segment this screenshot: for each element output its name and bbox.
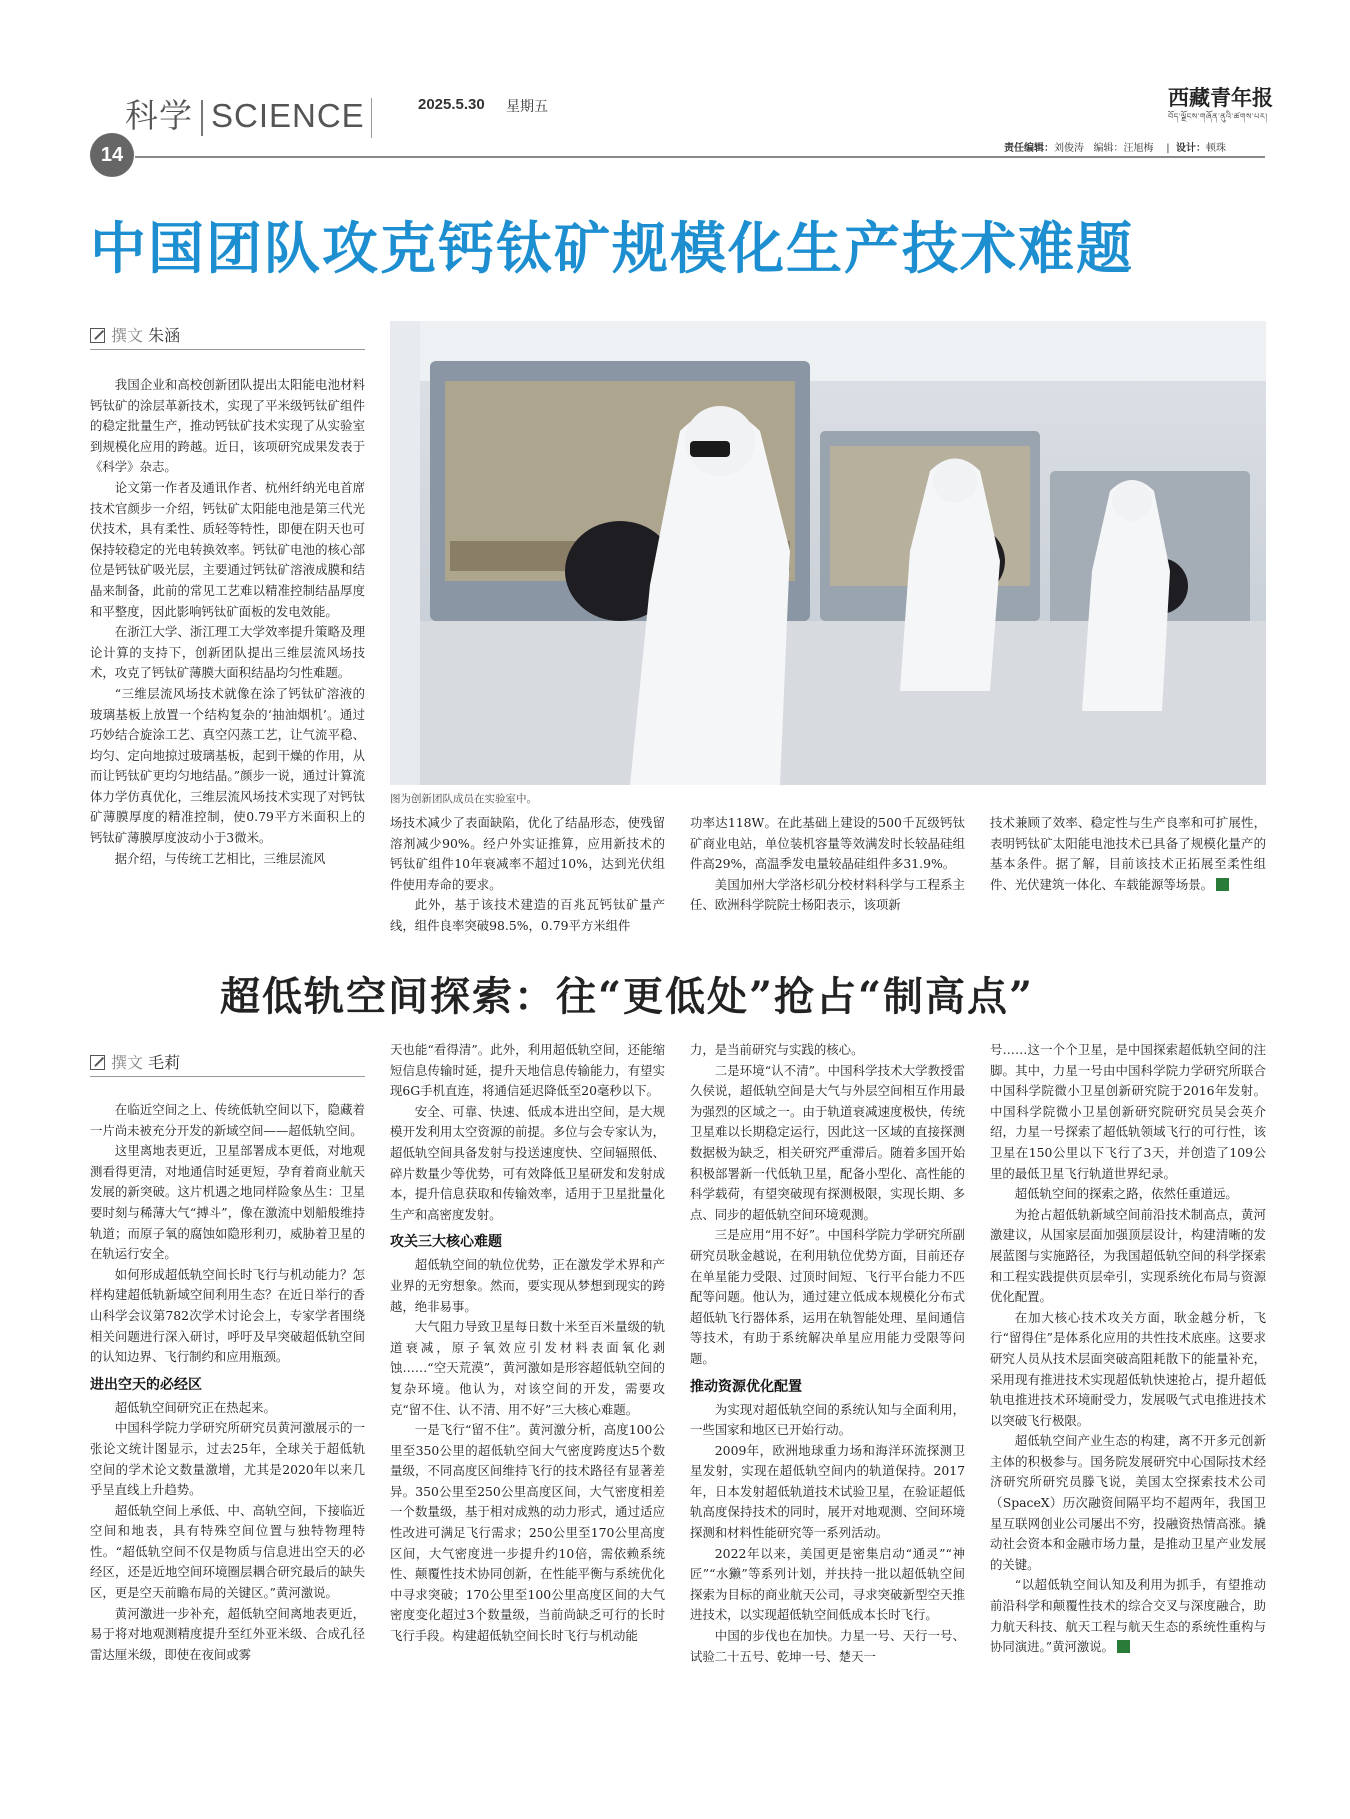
paragraph [990, 1575, 1266, 1657]
photo-caption: 图为创新团队成员在实验室中。 [390, 793, 537, 805]
byline-rule [90, 349, 365, 350]
article1-column-4 [990, 813, 1266, 895]
byline-label: 撰文 [111, 1053, 144, 1072]
paragraph-text: “以超低轨空间认知及利用为抓手，有望推动前沿科学和颠覆性技术的综合交叉与深度融合，助力航天科技、航天工程与航天生态的系统性重构与协同演进。”黄河激说。 [990, 1577, 1266, 1655]
article2-column-4 [990, 1040, 1266, 1658]
issue-date: 2025.5.30 [418, 96, 485, 113]
article1-column-1 [90, 375, 365, 869]
article2-headline: 超低轨空间探索：往“更低处”抢占“制高点” [220, 973, 1035, 1020]
masthead-tibetan: བོད་ལྗོངས་གཞོན་ནུའི་ཚགས་པར། [1168, 112, 1268, 121]
paragraph: 为实现对超低轨空间的系统认知与全面利用，一些国家和地区已开始行动。 [690, 1401, 965, 1438]
paragraph: 美国加州大学洛杉矶分校材料科学与工程系主任、欧洲科学院院士杨阳表示，该项新 [690, 876, 965, 913]
article2-column-2 [390, 1040, 665, 1647]
subheading: 攻关三大核心难题 [390, 1234, 502, 1251]
paragraph: 超低轨空间产业生态的构建，离不开多元创新主体的积极参与。国务院发展研究中心国际技术经济研究所研究员滕飞说，美国太空探索技术公司（SpaceX）历次融资间隔平均不超两年，我国卫星互联网创业公司屡出不穷，投融资热情高涨。撬动社会资本和金融市场力量，是推动卫星产业发展的关键。 [990, 1433, 1266, 1572]
paragraph: 力，是当前研究与实践的核心。 [690, 1042, 864, 1057]
subheading: 推动资源优化配置 [690, 1378, 802, 1395]
subheading: 进出空天的必经区 [90, 1376, 202, 1393]
paragraph: 中国科学院力学研究所研究员黄河激展示的一张论文统计图显示，过去25年，全球关于超低轨空间的学术论文数量激增，尤其是2020年以来几乎呈直线上升趋势。 [90, 1420, 365, 1498]
paragraph: 超低轨空间的轨位优势，正在激发学术界和产业界的无穷想象。然而，要实现从梦想到现实的跨越，绝非易事。 [390, 1257, 665, 1314]
paragraph: 超低轨空间研究正在热起来。 [114, 1399, 276, 1415]
editor-label: 责任编辑： [1004, 143, 1054, 154]
article2-byline [90, 1050, 180, 1073]
section-title-cn: 科学 [125, 96, 193, 135]
paragraph: 黄河激进一步补充，超低轨空间离地表更近，易于将对地观测精度提升至红外亚米级、合成孔径雷达厘米级，即使在夜间或雾 [90, 1605, 365, 1662]
article1-column-3 [690, 813, 965, 916]
designer-label: 设计： [1176, 143, 1206, 154]
editor-2: 汪旭梅 [1123, 143, 1154, 154]
paragraph: 超低轨空间上承低、中、高轨空间，下接临近空间和地表，具有特殊空间位置与独特物理特性。“超低轨空间不仅是物质与信息进出空天的必经区，还是近地空间环境圈层耦合研究最后的缺失区，更是空天前瞻布局的关键区。”黄河激说。 [90, 1502, 365, 1601]
end-mark-icon [1117, 1640, 1130, 1653]
lab-photo-illustration [390, 321, 1266, 785]
paragraph: 2022年以来，美国更是密集启动“通灵”“神匠”“水獭”等系列计划，并扶持一批以超低轨空间探索为目标的商业航天公司，寻求突破新型空天推进技术，以实现超低轨空间低成本长时飞行。 [690, 1545, 965, 1623]
paragraph: 场技术减少了表面缺陷，优化了结晶形态，使残留溶剂减少90%。经户外实证推算，应用新技术的钙钛矿组件10年衰减率不超过10%，达到光伏组件使用寿命的要求。 [390, 815, 665, 892]
paragraph: 我国企业和高校创新团队提出太阳能电池材料钙钛矿的涂层革新技术，实现了平米级钙钛矿组件的稳定批量生产，推动钙钛矿技术实现了从实验室到规模化应用的跨越。近日，该项研究成果发表于《科学》杂志。 [90, 377, 365, 475]
section-title-en: SCIENCE [211, 97, 365, 134]
article1-byline [90, 323, 180, 346]
editor-credits: 责任编辑：刘俊涛 编辑：汪旭梅 | 设计：顿珠 [1004, 143, 1226, 154]
paragraph: 号……这一个个卫星，是中国探索超低轨空间的注脚。其中，力星一号由中国科学院力学研究所联合中国科学院微小卫星创新研究院于2016年发射。中国科学院微小卫星创新研究院研究员吴会英介绍，力星一号探索了超低轨领域飞行的可行性，该卫星在150公里以下飞行了3天，并创造了109公里的最低卫星飞行轨道世界纪录。 [990, 1042, 1266, 1181]
author-name: 朱涵 [148, 326, 181, 345]
byline-rule [90, 1076, 365, 1077]
paragraph: 2009年，欧洲地球重力场和海洋环流探测卫星发射，实现在超低轨空间内的轨道保持。2017年，日本发射超低轨道技术试验卫星，在验证超低轨高度保持技术的同时，展开对地观测、空间环境探测和材料性能研究等一系列活动。 [690, 1442, 965, 1541]
paragraph: 如何形成超低轨空间长时飞行与机动能力？怎样构建超低轨新域空间利用生态？在近日举行的香山科学会议第782次学术讨论会上，专家学者围绕相关问题进行深入研讨，呼吁及早突破超低轨空间的认知边界、飞行制约和应用瓶颈。 [90, 1266, 365, 1365]
article2-column-3 [690, 1040, 965, 1667]
article1-column-2 [390, 813, 665, 937]
newspaper-masthead: 西藏青年报 [1168, 85, 1273, 110]
author-name: 毛莉 [148, 1053, 181, 1072]
section-header [125, 90, 372, 138]
paragraph: 二是环境“认不清”。中国科学技术大学教授雷久侯说，超低轨空间是大气与外层空间相互作用最为强烈的区域之一。由于轨道衰减速度极快，传统卫星难以长期稳定运行，因此这一区域的直接探测数据极为缺乏，相关研究严重滞后。随着多国开始积极部署新一代低轨卫星，配备小型化、高性能的科学载荷，有望突破现有探测极限，实现长期、多点、同步的超低轨空间环境观测。 [690, 1062, 965, 1222]
paragraph-text: 技术兼顾了效率、稳定性与生产良率和可扩展性，表明钙钛矿太阳能电池技术已具备了规模化量产的基本条件。据了解，目前该技术正拓展至柔性组件、光伏建筑一体化、车载能源等场景。 [990, 815, 1266, 892]
paragraph: 三是应用“用不好”。中国科学院力学研究所副研究员耿金越说，在利用轨位优势方面，目前还存在单星能力受限、过顶时间短、飞行平台能力不匹配等问题。他认为，通过建立低成本规模化分布式超低轨飞行器体系，运用在轨智能处理、星间通信等技术，有助于系统解决单星应用能力受限等问题。 [690, 1227, 965, 1366]
paragraph: 安全、可靠、快速、低成本进出空间，是大规模开发利用太空资源的前提。多位与会专家认为，超低轨空间具备发射与投送速度快、空间辐照低、碎片数量少等优势，可有效降低卫星研发和发射成本，提升信息获取和传输效率，适用于卫星批量化生产和高密度发射。 [390, 1103, 665, 1222]
paragraph: 为抢占超低轨新域空间前沿技术制高点，黄河激建议，从国家层面加强顶层设计，构建清晰的发展蓝图与实施路径，为我国超低轨空间的科学探索和工程实践提供页层牵引，实现系统化布局与资源优化配置。 [990, 1206, 1266, 1305]
paragraph: 中国的步伐也在加快。力星一号、天行一号、试验二十五号、乾坤一号、楚天一 [690, 1628, 965, 1664]
paragraph: “三维层流风场技术就像在涂了钙钛矿溶液的玻璃基板上放置一个结构复杂的‘抽油烟机’。通过巧妙结合旋涂工艺、真空闪蒸工艺，让气流平稳、均匀、定向地掠过玻璃基板，起到干燥的作用，从而让钙钛矿更均匀地结晶。”颜步一说，通过计算流体力学仿真优化，三维层流风场技术实现了对钙钛矿薄膜厚度的精准控制，使0.79平方米面积上的钙钛矿薄膜厚度波动小于3微米。 [90, 685, 365, 846]
issue-weekday: 星期五 [506, 99, 548, 115]
paragraph: 一是飞行“留不住”。黄河激分析，高度100公里至350公里的超低轨空间大气密度跨度达5个数量级，不同高度区间维持飞行的技术路径有显著差异。350公里至250公里高度区间，大气密度相差一个数量级，基于相对成熟的动力形式，通过适应性改进可满足飞行需求；250公里至170公里高度区间，大气密度进一步提升约10倍，需依赖系统性、颠覆性技术协同创新，在性能平衡与系统优化中寻求突破；170公里至100公里高度区间的大气密度变化超过3个数量级，当前尚缺乏可行的长时飞行手段。构建超低轨空间长时飞行与机动能 [390, 1422, 665, 1644]
paragraph: 论文第一作者及通讯作者、杭州纤纳光电首席技术官颜步一介绍，钙钛矿太阳能电池是第三代光伏技术，具有柔性、质轻等特性，即便在阴天也可保持较稳定的光电转换效率。钙钛矿电池的核心部位是钙钛矿吸光层，主要通过钙钛矿溶液成膜和结晶来制备，此前的常见工艺难以精准控制结晶厚度和平整度，因此影响钙钛矿面板的发电效能。 [90, 479, 365, 619]
pen-box-icon [90, 1055, 105, 1070]
end-mark-icon [1216, 878, 1229, 891]
paragraph [990, 813, 1266, 895]
paragraph: 大气阻力导致卫星每日数十米至百米量级的轨道衰减，原子氧效应引发材料表面氧化剥蚀……“空天荒漠”，黄河激如是形容超低轨空间的复杂环境。他认为，对该空间的开发，需要攻克“留不住、认不清、用不好”三大核心难题。 [390, 1319, 665, 1417]
section-divider-2 [371, 98, 372, 138]
pen-box-icon [90, 328, 105, 343]
paragraph: 天也能“看得清”。此外，利用超低轨空间，还能缩短信息传输时延，提升天地信息传输能力，有望实现6G手机直连，将通信延迟降低至20毫秒以下。 [390, 1042, 665, 1099]
byline-label: 撰文 [111, 326, 144, 345]
paragraph: 功率达118W。在此基础上建设的500千瓦级钙钛矿商业电站，单位装机容量等效满发时长较晶硅组件高29%，高温季发电量较晶硅组件多31.9%。 [690, 815, 965, 872]
article2-column-1 [90, 1100, 365, 1665]
header-rule [135, 156, 1265, 158]
paragraph: 此外，基于该技术建造的百兆瓦钙钛矿量产线，组件良率突破98.5%，0.79平方米组件 [390, 897, 665, 933]
section-divider [201, 100, 203, 136]
paragraph: 据介绍，与传统工艺相比，三维层流风 [114, 850, 326, 866]
page-number-badge: 14 [90, 133, 134, 177]
paragraph: 这里离地表更近，卫星部署成本更低，对地观测看得更清，对地通信时延更短，孕育着商业航天发展的新突破。这片机遇之地同样险象丛生：卫星要时刻与稀薄大气“搏斗”，像在激流中划船般维持轨道；而原子氧的腐蚀如隐形利刃，威胁着卫星的在轨运行安全。 [90, 1143, 365, 1262]
editor-1: 刘俊涛 [1054, 143, 1084, 154]
editor-label-2: 编辑： [1093, 143, 1124, 154]
paragraph: 在临近空间之上、传统低轨空间以下，隐藏着一片尚未被充分开发的新域空间——超低轨空间。 [90, 1102, 365, 1138]
article1-headline: 中国团队攻克钙钛矿规模化生产技术难题 [90, 217, 1134, 282]
paragraph: 超低轨空间的探索之路，依然任重道远。 [1014, 1186, 1238, 1202]
paragraph: 在浙江大学、浙江理工大学效率提升策略及理论计算的支持下，创新团队提出三维层流风场技术，攻克了钙钛矿薄膜大面积结晶均匀性难题。 [90, 624, 365, 681]
lab-photo [390, 321, 1266, 785]
designer: 顿珠 [1206, 143, 1226, 154]
paragraph: 在加大核心技术攻关方面，耿金越分析，飞行“留得住”是体系化应用的共性技术底座。这要求研究人员从技术层面突破高阻耗散下的能量补充，采用现有推进技术实现超低轨快速抢占，提升超低轨电推进技术环境耐受力，发展吸气式电推进技术以突破飞行极限。 [990, 1309, 1266, 1428]
